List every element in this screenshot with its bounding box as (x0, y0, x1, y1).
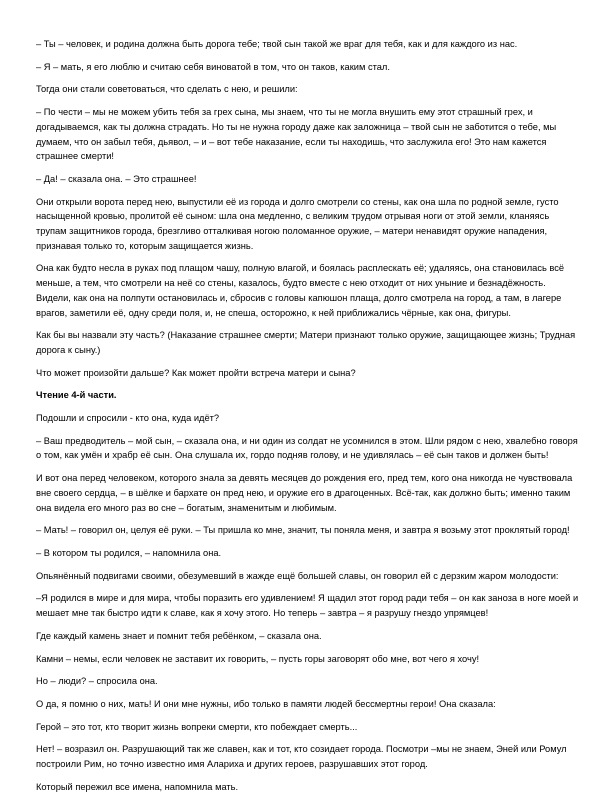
paragraph: – Да! – сказала она. – Это страшнее! (36, 173, 197, 184)
paragraph: Камни – немы, если человек не заставит их говорить, – пусть горы заговорят обо мне, вот чего я хочу! (36, 653, 480, 664)
paragraph: И вот она перед человеком, которого знала за девять месяцев до рождения его, пред тем, кого она никогда не чувствовала вне своего сердца, – в шёлке и бархате он пред нею, и оружие его в драгоценных. Всё-так, как должно быть; именно таким она видела его много раз во сне – богатым, знаменитым и любимым. (36, 473, 573, 513)
paragraph: Опьянённый подвигами своими, обезумевший в жажде ещё большей славы, он говорил ей с дерзким жаром молодости: (36, 570, 559, 581)
paragraph: Где каждый камень знает и помнит тебя ребёнком, – сказала она. (36, 630, 322, 641)
paragraph: –Я родился в мире и для мира, чтобы поразить его удивлением! Я щадил этот город ради тебя – он как заноза в ноге моей и мешает мне так быстро идти к славе, как я хочу этого. Но теперь – завтра – я разрушу гнездо упрямцев! (36, 593, 579, 619)
paragraph: Но – люди? – спросила она. (36, 676, 158, 687)
paragraph: – Ваш предводитель – мой сын, – сказала она, и ни один из солдат не усомнился в этом. Шли рядом с нею, хвалебно говоря о том, как умён и храбр её сын. Она слушала их, гордо подняв голову, и не удивлялась – её сын таков и должен быть! (36, 435, 578, 461)
paragraph: – Мать! – говорил он, целуя её руки. – Ты пришла ко мне, значит, ты поняла меня, и завтра я возьму этот проклятый город! (36, 525, 570, 536)
text-body (36, 37, 580, 794)
paragraph: Что может произойти дальше? Как может пройти встреча матери и сына? (36, 367, 356, 378)
paragraph: – В котором ты родился, – напомнила она. (36, 547, 222, 558)
paragraph: Они открыли ворота перед нею, выпустили её из города и долго смотрели со стены, как она шла по родной земле, густо насыщенной кровью, пролитой её сыном: шла она медленно, с великим трудом отрывая ноги от этой земли, кланяясь трупам защитников города, брезгливо отталкивая ногою поломанное оружие, – матери ненавидят оружие нападения, признавая только то, которым защищается жизнь. (36, 196, 559, 251)
paragraph: Герой – это тот, кто творит жизнь вопреки смерти, кто побеждает смерть... (36, 721, 358, 732)
paragraph: Она как будто несла в руках под плащом чашу, полную влагой, и боялась расплескать её; удаляясь, она становилась всё меньше, а тем, что смотрели на неё со стены, казалось, будто вместе с нею отходит от них уныние и безнадёжность. Видели, как она на полпути остановилась и, сбросив с головы капюшон плаща, долго смотрела на город, а там, в лагере врагов, заметили её, одну среди поля, и, не спеша, осторожно, к ней приближались чёрные, как она, фигуры. (36, 263, 565, 318)
paragraph: Нет! – возразил он. Разрушающий так же славен, как и тот, кто созидает города. Посмотри –мы не знаем, Эней или Ромул построили Рим, но точно известно имя Алариха и других героев, разрушавших этот город. (36, 744, 567, 770)
paragraph: – По чести – мы не можем убить тебя за грех сына, мы знаем, что ты не могла внушить ему этот страшный грех, и догадываемся, как ты должна страдать. Но ты не нужна городу даже как заложница – твой сын не заботится о тебе, мы думаем, что он забыл тебя, дьявол, – и – вот тебе наказание, если ты находишь, что заслужила его! Это нам кажется страшнее смерти! (36, 107, 557, 162)
paragraph: Как бы вы назвали эту часть? (Наказание страшнее смерти; Матери признают только оружие, защищающее жизнь; Трудная дорога к сыну.) (36, 330, 576, 355)
paragraph: – Я – мать, я его люблю и считаю себя виноватой в том, что он таков, каким стал. (36, 61, 390, 72)
paragraph: Который пережил все имена, напомнила мать. (36, 781, 239, 792)
paragraph: – Ты – человек, и родина должна быть дорога тебе; твой сын такой же враг для тебя, как и для каждого из нас. (36, 39, 518, 49)
section-heading: Чтение 4-й части. (36, 390, 117, 401)
paragraph: Подошли и спросили - кто она, куда идёт? (36, 413, 220, 424)
paragraph: О да, я помню о них, мать! И они мне нужны, ибо только в памяти людей бессмертны герои! Она сказала: (36, 698, 496, 709)
paragraph: Тогда они стали советоваться, что сделать с нею, и решили: (36, 84, 298, 95)
